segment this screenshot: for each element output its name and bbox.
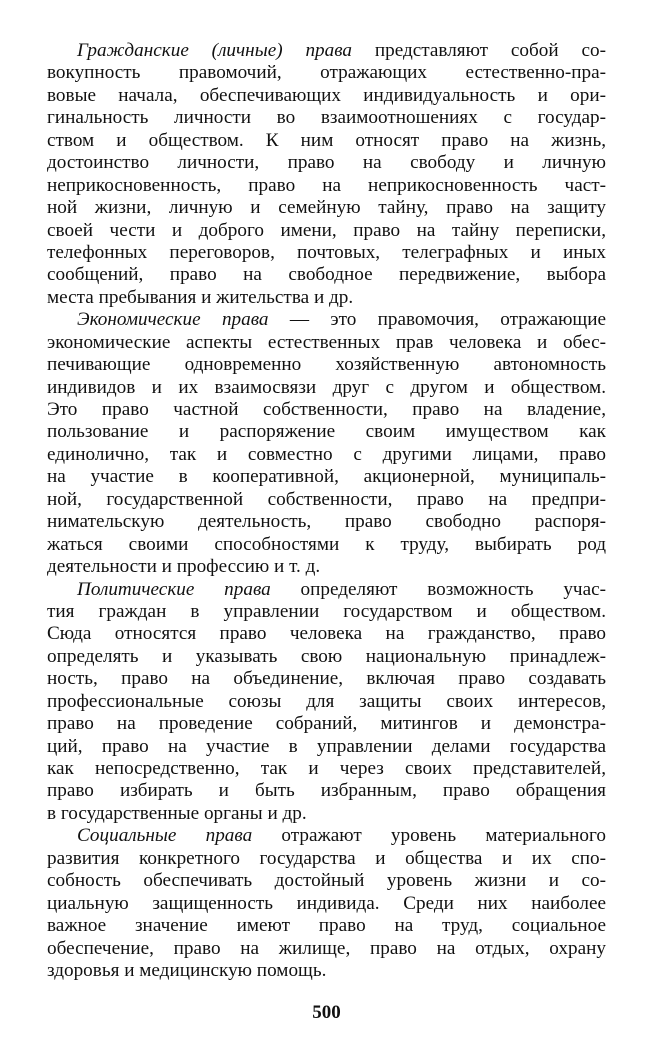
text-line: телефонных переговоров, почтовых, телеграфных и иных bbox=[47, 241, 606, 263]
text-line: Это право частной собственности, право на владение, bbox=[47, 399, 606, 420]
term-civil-rights: Гражданские (личные) права bbox=[77, 40, 353, 61]
text-line: достоинство личности, право на свободу и личную bbox=[47, 152, 606, 174]
text-line: определять и указывать свою национальную принадлеж- bbox=[47, 645, 606, 667]
text-line: в государственные органы и др. bbox=[47, 802, 307, 824]
text-line: ций, право на участие в управлении делами государства bbox=[47, 735, 606, 757]
text-line: здоровья и медицинскую помощь. bbox=[47, 959, 327, 981]
text-line: ством и обществом. К ним относят право на жизнь, bbox=[47, 129, 606, 151]
text-line: Гражданские (личные) права представляют собой со- bbox=[77, 40, 606, 61]
text-line: гинальность личности во взаимоотношениях с государ- bbox=[47, 107, 606, 129]
text-line: Политические права определяют возможность учас- bbox=[77, 578, 606, 600]
text-line: вовые начала, обеспечивающих индивидуальность и ори- bbox=[47, 84, 606, 106]
paragraph-civil-rights bbox=[47, 40, 606, 309]
text-line: жаться своими способностями к труду, выбирать род bbox=[47, 533, 606, 555]
text-line: печивающие одновременно хозяйственную автономность bbox=[47, 354, 606, 376]
page-number: 500 bbox=[312, 1002, 341, 1023]
text-line: сообщений, право на свободное передвижение, выбора bbox=[47, 264, 606, 286]
text-line: циальную защищенность индивида. Среди них наиболее bbox=[47, 892, 606, 914]
term-political-rights: Политические права bbox=[77, 578, 271, 600]
text-line: индивидов и их взаимосвязи друг с другом и обществом. bbox=[47, 376, 606, 398]
text-line: неприкосновенность, право на неприкосновенность част- bbox=[47, 174, 606, 196]
term-economic-rights: Экономические права bbox=[77, 309, 269, 331]
text-line: обеспечение, право на жилище, право на отдых, охрану bbox=[47, 937, 606, 959]
text-line: пользование и распоряжение своим имуществом как bbox=[47, 421, 606, 443]
paragraph-economic-rights bbox=[47, 309, 606, 578]
document-body bbox=[47, 40, 606, 982]
paragraph-social-rights bbox=[47, 825, 606, 982]
text-line: профессиональные союзы для защиты своих интересов, bbox=[47, 690, 606, 712]
text-line: на участие в кооперативной, акционерной, муниципаль- bbox=[47, 466, 606, 488]
text-line: экономические аспекты естественных прав человека и обес- bbox=[47, 331, 606, 353]
text-line: важное значение имеют право на труд, социальное bbox=[47, 915, 606, 937]
text-line: своей чести и доброго имени, право на тайну переписки, bbox=[47, 219, 606, 241]
paragraph-political-rights bbox=[47, 579, 606, 826]
text-line: Экономические права — это правомочия, отражающие bbox=[77, 309, 606, 331]
text-line: право на проведение собраний, митингов и демонстра- bbox=[47, 713, 606, 735]
text-line: тия граждан в управлении государством и обществом. bbox=[47, 600, 606, 622]
text-line: как непосредственно, так и через своих представителей, bbox=[47, 758, 606, 779]
term-social-rights: Социальные права bbox=[77, 825, 253, 847]
text-line: право избирать и быть избранным, право обращения bbox=[47, 780, 606, 802]
text-line: ной, государственной собственности, право на предпри- bbox=[47, 488, 606, 510]
text-line: деятельности и профессию и т. д. bbox=[47, 556, 321, 578]
text-line: развития конкретного государства и общества и их спо- bbox=[47, 847, 606, 869]
text-line: Социальные права отражают уровень материального bbox=[77, 825, 606, 847]
text-line: собность обеспечивать достойный уровень жизни и со- bbox=[47, 870, 606, 892]
text-line: места пребывания и жительства и др. bbox=[47, 286, 354, 308]
text-line: ной жизни, личную и семейную тайну, право на защиту bbox=[47, 197, 606, 219]
text-line: ность, право на объединение, включая право создавать bbox=[47, 668, 606, 690]
text-line: вокупность правомочий, отражающих естественно-пра- bbox=[47, 62, 606, 84]
text-line: Сюда относятся право человека на гражданство, право bbox=[47, 623, 606, 645]
text-line: единолично, так и совместно с другими лицами, право bbox=[47, 443, 606, 465]
text-line: нимательскую деятельность, право свободно распоря- bbox=[47, 511, 606, 533]
